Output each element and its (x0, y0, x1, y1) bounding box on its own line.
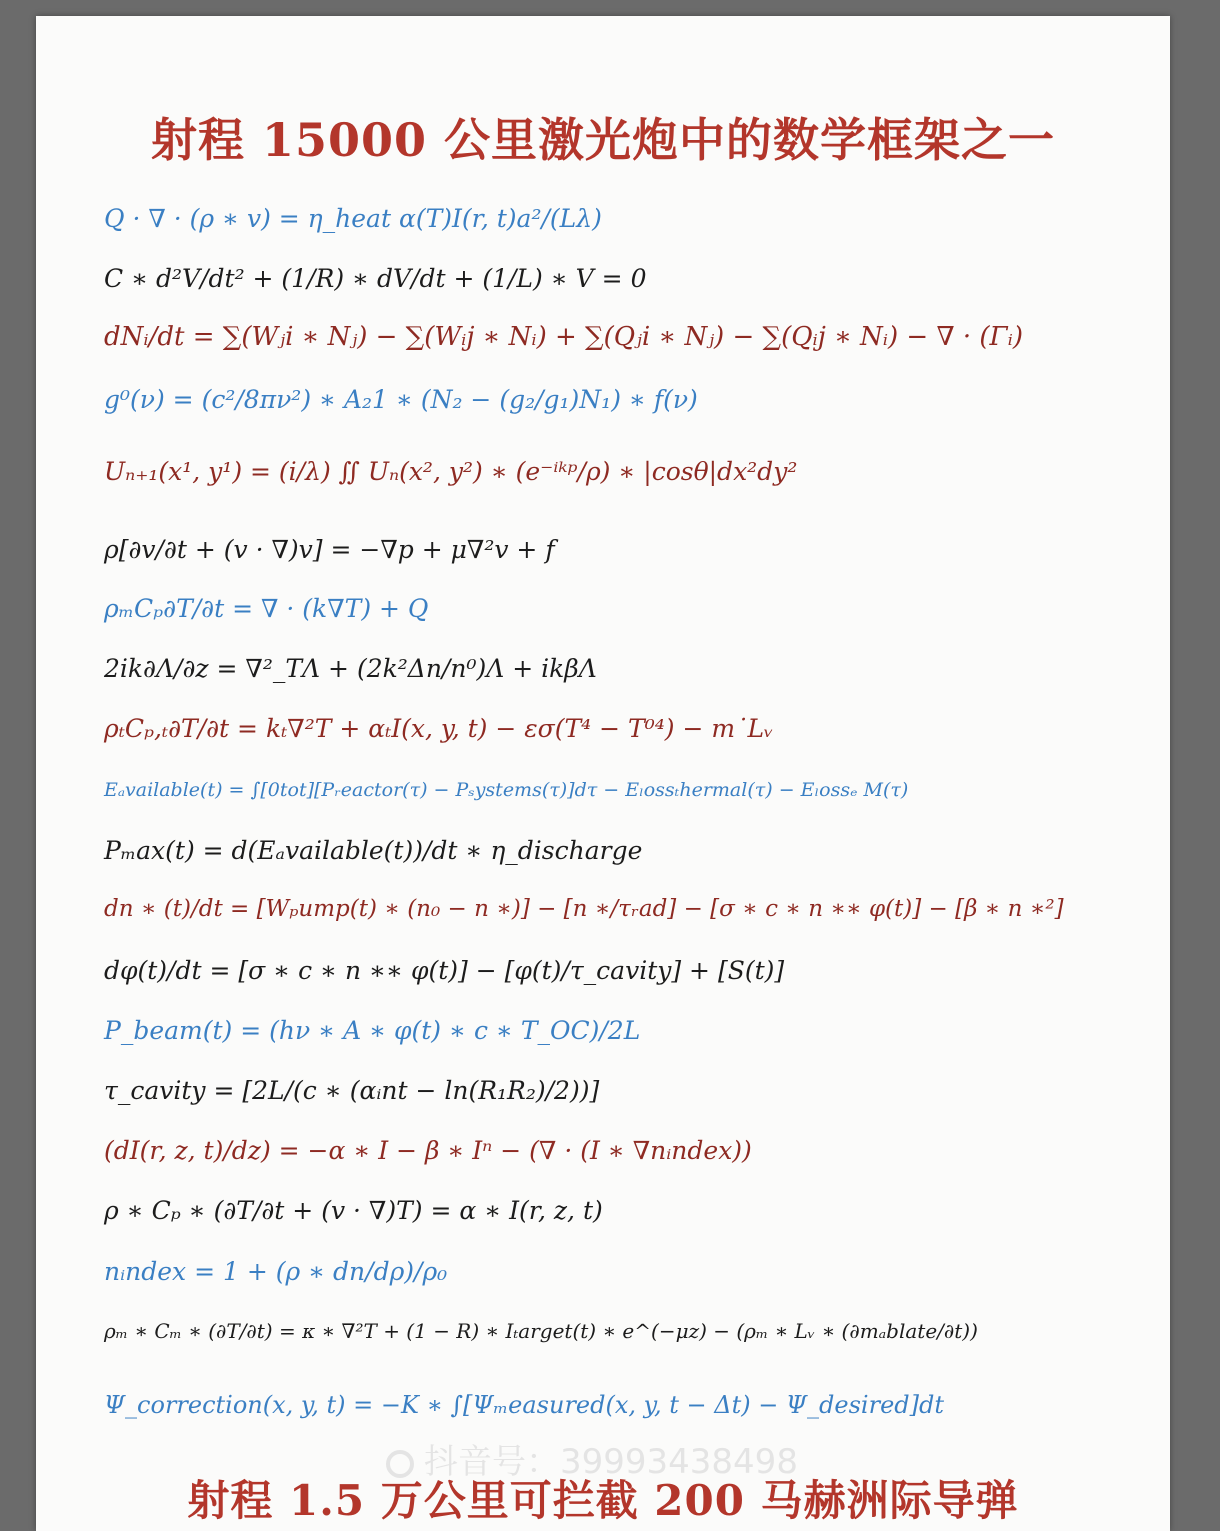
equation-photon-rate: dφ(t)/dt = [σ ∗ c ∗ n ∗∗ φ(t)] − [φ(t)/τ_cavity] + [S(t)] (104, 956, 785, 985)
equation-refractive-index: nᵢndex = 1 + (ρ ∗ dn/dρ)/ρ₀ (104, 1257, 448, 1286)
equation-target-heating: ρₜCₚ,ₜ∂T/∂t = kₜ∇²T + αₜI(x, y, t) − εσ(T⁴ − T⁰⁴) − m˙Lᵥ (104, 714, 774, 743)
document-page (36, 16, 1170, 1531)
equation-paraxial-wave: 2ik∂Λ/∂z = ∇²_TΛ + (2k²Δn/n⁰)Λ + ikβΛ (104, 654, 597, 683)
page-title: 射程 15000 公里激光炮中的数学框架之一 (150, 113, 1056, 167)
equation-heat-source: Q · ∇ · (ρ ∗ v) = η_heat α(T)I(r, t)a²/(Lλ) (104, 204, 602, 233)
equation-gain-coefficient: g⁰(ν) = (c²/8πν²) ∗ A₂1 ∗ (N₂ − (g₂/g₁)N₁) ∗ f(ν) (104, 385, 698, 414)
equation-max-power: Pₘax(t) = d(Eₐvailable(t))/dt ∗ η_dischargе (104, 836, 643, 865)
equation-rlc-circuit: C ∗ d²V/dt² + (1/R) ∗ dV/dt + (1/L) ∗ V = 0 (104, 264, 647, 293)
equation-wavefront-correction: Ψ_correction(x, y, t) = −K ∗ ∫[Ψₘeasured(x, y, t − Δt) − Ψ_desired]dt (104, 1391, 944, 1419)
equation-beam-power: P_beam(t) = (hν ∗ A ∗ φ(t) ∗ c ∗ T_OC)/2L (104, 1016, 641, 1045)
equation-heat-conduction: ρₘCₚ∂T/∂t = ∇ · (k∇T) + Q (104, 594, 429, 623)
equation-population-rate: dNᵢ/dt = ∑(Wⱼi ∗ Nⱼ) − ∑(Wᵢj ∗ Nᵢ) + ∑(Qⱼi ∗ Nⱼ) − ∑(Qᵢj ∗ Nᵢ) − ∇ · (Γᵢ) (104, 322, 1023, 352)
watermark-text: 抖音号：39993438498 (424, 1442, 798, 1482)
equation-fresnel-propagation: Uₙ₊₁(x¹, y¹) = (i/λ) ∬ Uₙ(x², y²) ∗ (e⁻ⁱᵏᵖ/ρ) ∗ |cosθ|dx²dy² (104, 457, 798, 486)
equation-cavity-lifetime: τ_cavity = [2L/(c ∗ (αᵢnt − ln(R₁R₂)/2))] (104, 1076, 600, 1105)
equation-inversion-rate: dn ∗ (t)/dt = [Wₚump(t) ∗ (n₀ − n ∗)] − [n ∗/τᵣad] − [σ ∗ c ∗ n ∗∗ φ(t)] − [β ∗ n ∗²] (104, 896, 1064, 922)
equation-ablation-heating: ρₘ ∗ Cₘ ∗ (∂T/∂t) = κ ∗ ∇²T + (1 − R) ∗ Iₜarget(t) ∗ e^(−μz) − (ρₘ ∗ Lᵥ ∗ (∂mₐblate/∂t)) (104, 1319, 978, 1343)
equation-available-energy: Eₐvailable(t) = ∫[0tot][Pᵣeactor(τ) − Pₛystems(τ)]dτ − Eₗossₜhermal(τ) − Eₗossₑ M(τ) (104, 779, 909, 801)
equation-convective-heating: ρ ∗ Cₚ ∗ (∂T/∂t + (v · ∇)T) = α ∗ I(r, z, t) (104, 1196, 603, 1225)
footer-caption: 射程 1.5 万公里可拦截 200 马赫洲际导弹 (187, 1476, 1019, 1525)
equation-intensity-attenuation: (dI(r, z, t)/dz) = −α ∗ I − β ∗ Iⁿ − (∇ · (I ∗ ∇nᵢndex)) (104, 1136, 752, 1165)
equation-navier-stokes: ρ[∂v/∂t + (v · ∇)v] = −∇p + μ∇²v + f (104, 535, 555, 564)
